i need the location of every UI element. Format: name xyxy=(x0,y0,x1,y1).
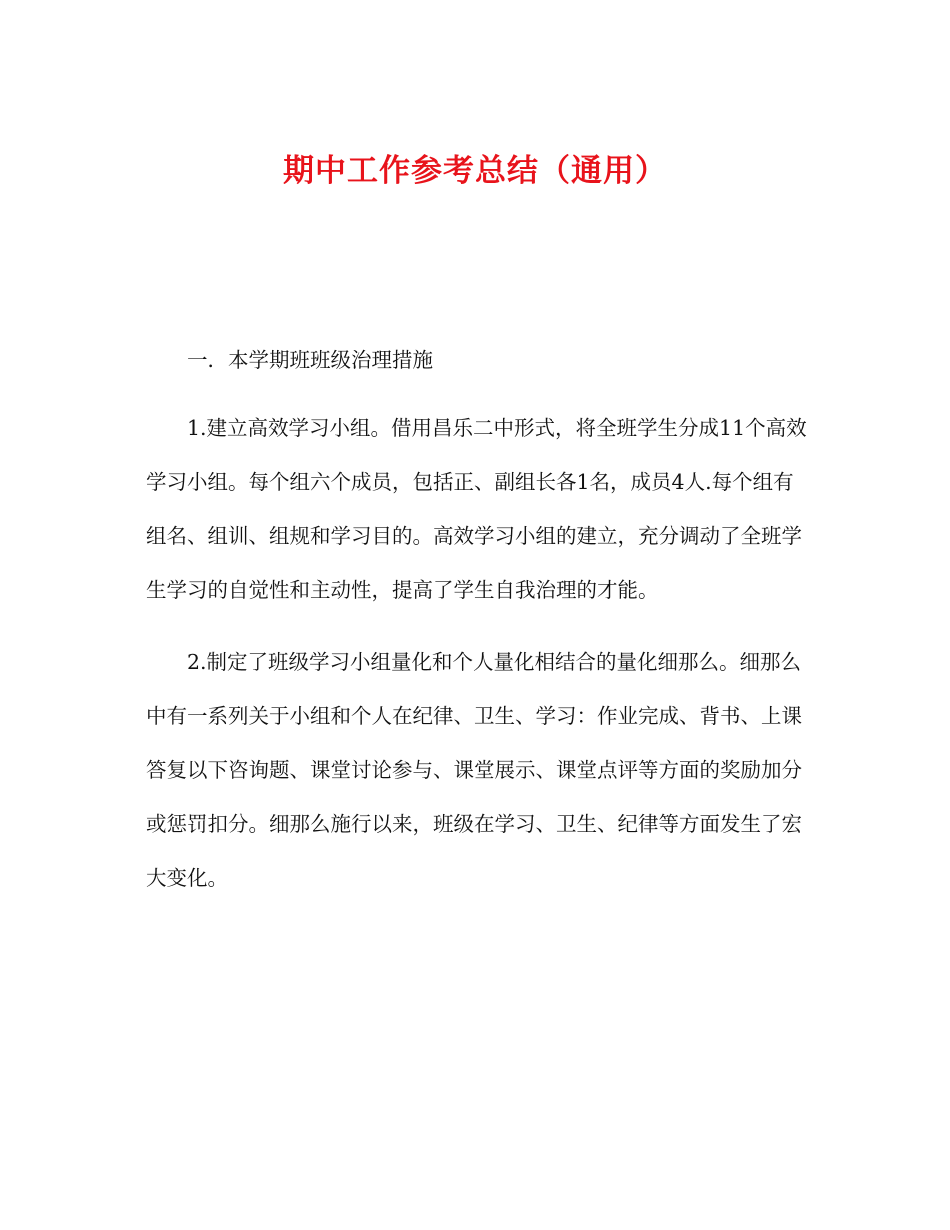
paragraph-2: 2.制定了班级学习小组量化和个人量化相结合的量化细那么。细那么中有一系列关于小组和个人在纪律、卫生、学习：作业完成、背书、上课答复以下咨询题、课堂讨论参与、课堂展示、课堂点评等方面的奖励加分或惩罚扣分。细那么施行以来，班级在学习、卫生、纪律等方面发生了宏大变化。 xyxy=(146,650,802,890)
paragraph-1: 1.建立高效学习小组。借用昌乐二中形式，将全班学生分成11个高效学习小组。每个组六个成员，包括正、副组长各1名，成员4人.每个组有组名、组训、组规和学习目的。高效学习小组的建立，充分调动了全班学生学习的自觉性和主动性，提高了学生自我治理的才能。 xyxy=(146,416,807,602)
section-heading: 一．本学期班班级治理措施 xyxy=(187,348,433,372)
document-body xyxy=(146,333,810,923)
document-title: 期中工作参考总结（通用） xyxy=(283,152,667,189)
